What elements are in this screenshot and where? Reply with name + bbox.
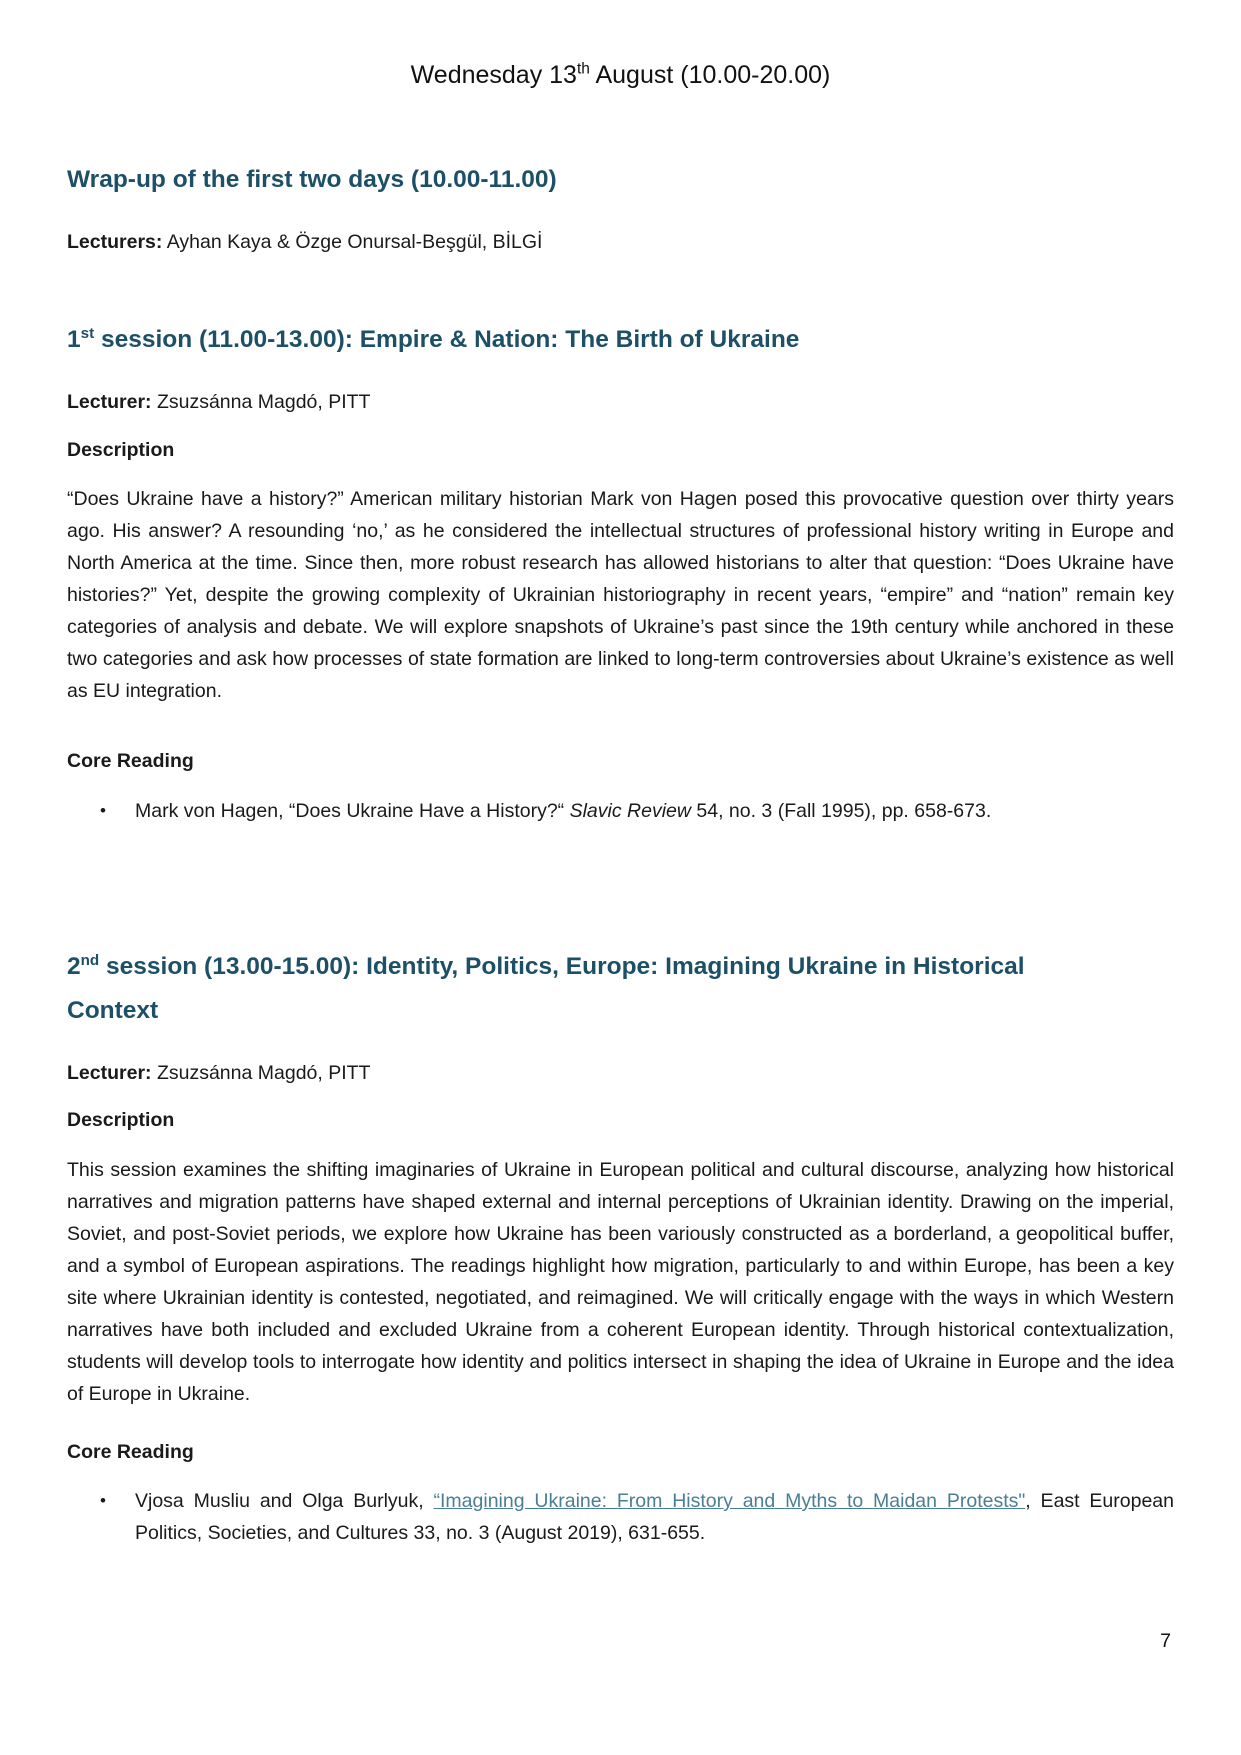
session1-reading-citation xyxy=(135,795,1174,827)
session2-reading-item xyxy=(67,1485,1174,1549)
lecturer-value: Zsuzsánna Magdó, PITT xyxy=(156,391,371,413)
citation-post: 54, no. 3 (Fall 1995), pp. 658-673. xyxy=(690,799,992,822)
page-title xyxy=(67,58,1174,92)
citation-pre: Mark von Hagen, “Does Ukraine Have a History?“ xyxy=(135,799,570,822)
bullet-marker: • xyxy=(100,800,106,820)
section-heading-wrapup: Wrap-up of the first two days (10.00-11.00) xyxy=(67,166,557,193)
session2-title: session (13.00-15.00): Identity, Politics, Europe: Imagining Ukraine in Historical Context xyxy=(67,952,1025,1024)
page-title-pre: Wednesday 13 xyxy=(410,61,577,89)
section-heading-session2 xyxy=(67,945,1067,1033)
session2-description-label: Description xyxy=(67,1109,175,1131)
session2-core-reading-label: Core Reading xyxy=(67,1440,194,1463)
page-title-post: August (10.00-20.00) xyxy=(589,61,831,89)
session1-ordinal: st xyxy=(80,324,95,342)
reading-hyperlink[interactable]: “Imagining Ukraine: From History and Myths to Maidan Protests" xyxy=(433,1490,1026,1512)
session1-number: 1 xyxy=(67,326,81,353)
lecturer-value: Zsuzsánna Magdó, PITT xyxy=(156,1061,371,1084)
session1-core-reading-label: Core Reading xyxy=(67,750,194,772)
wrapup-lecturers-line xyxy=(67,228,1174,256)
citation-post: , East European Politics, Societies, and Cultures 33, no. 3 (August 2019), 631-655. xyxy=(135,1490,1174,1544)
session1-title: session (11.00-13.00): Empire & Nation: The Birth of Ukraine xyxy=(94,326,800,353)
section-heading-session1 xyxy=(67,318,1067,362)
session1-description-label: Description xyxy=(67,438,175,461)
session1-lecturer-line xyxy=(67,388,1174,416)
lecturer-label: Lecturer: xyxy=(67,1061,152,1084)
lecturers-value: Ayhan Kaya & Özge Onursal-Beşgül, BİLGİ xyxy=(166,231,543,253)
citation-journal-italic: Slavic Review xyxy=(569,799,691,822)
citation-pre: Vjosa Musliu and Olga Burlyuk, xyxy=(135,1490,434,1512)
lecturers-label: Lecturers: xyxy=(67,231,163,253)
session1-reading-item xyxy=(67,795,1174,827)
bullet-marker: • xyxy=(100,1491,106,1510)
session2-description-paragraph: This session examines the shifting imaginaries of Ukraine in European political and cultural discourse, analyzing how historical narratives and migration patterns have shaped external and internal perceptions of Ukrainian identity. Drawing on the imperial, Soviet, and post-Soviet periods, we explore how Ukraine has been variously constructed as a borderland, a geopolitical buffer, and a symbol of European aspirations. The readings highlight how migration, particularly to and within Europe, has been a key site where Ukrainian identity is contested, negotiated, and reimagined. We will critically engage with the ways in which Western narratives have both included and excluded Ukraine from a coherent European identity. Through historical contextualization, students will develop tools to interrogate how identity and politics intersect in shaping the idea of Ukraine in Europe and the idea of Europe in Ukraine. xyxy=(67,1158,1174,1405)
lecturer-label: Lecturer: xyxy=(67,391,152,413)
session1-description-paragraph: “Does Ukraine have a history?” American military historian Mark von Hagen posed this provocative question over thirty years ago. His answer? A resounding ‘no,’ as he considered the intellectual structures of professional history writing in Europe and North America at the time. Since then, more robust research has allowed historians to alter that question: “Does Ukraine have histories?” Yet, despite the growing complexity of Ukrainian historiography in recent years, “empire” and “nation” remain key categories of analysis and debate. We will explore snapshots of Ukraine’s past since the 19th century while anchored in these two categories and ask how processes of state formation are linked to long-term controversies about Ukraine’s existence as well as EU integration. xyxy=(67,488,1174,702)
session2-number: 2 xyxy=(67,952,81,980)
page-number: 7 xyxy=(1160,1630,1171,1652)
page-title-ordinal: th xyxy=(576,60,590,78)
session2-ordinal: nd xyxy=(80,951,100,969)
session2-lecturer-line xyxy=(67,1059,1174,1087)
session2-reading-citation xyxy=(135,1485,1174,1549)
